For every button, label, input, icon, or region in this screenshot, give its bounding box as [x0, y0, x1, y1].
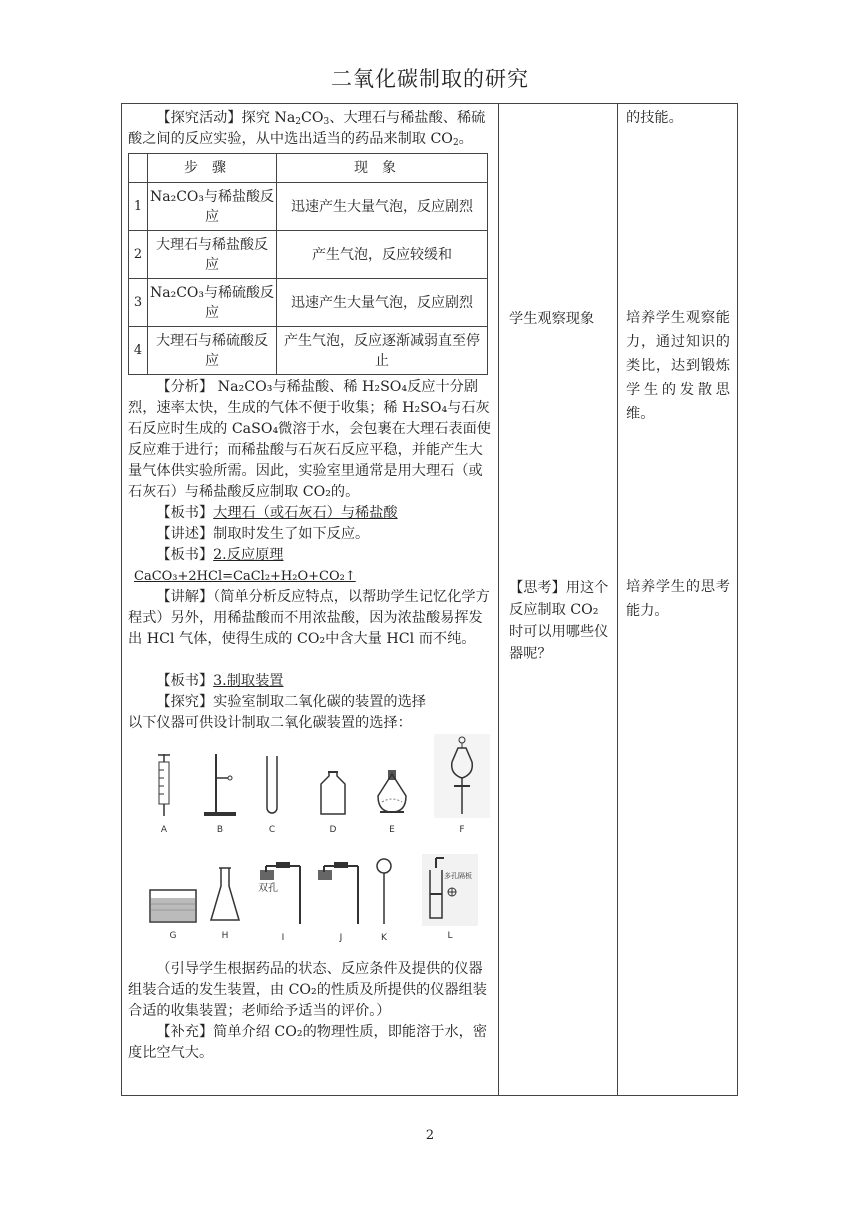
blank-line — [128, 650, 492, 671]
explore-activity: 【探究活动】探究 $Na_2CO_3$、大理石与稀盐酸、稀硫酸之间的反应实验，从中选出适当的药品来制取 $CO_2$。 — [128, 110, 486, 148]
porous-plate-tube-apparatus: 多孔隔板 L — [422, 854, 478, 947]
board-note-1: 【板书】大理石（或石灰石）与稀盐酸 — [156, 505, 398, 521]
supplement-paragraph: 【补充】简单介绍 CO₂的物理性质，即能溶于水，密度比空气大。 — [128, 1024, 488, 1061]
table-corner — [129, 154, 148, 183]
stopper-tube-icon — [314, 856, 368, 926]
observe-note: 学生观察现象 — [509, 311, 595, 327]
porous-plate-tube-icon — [422, 854, 478, 926]
single-hole-stopper-apparatus: J — [314, 856, 368, 949]
phenomenon-cell: 产生气泡，反应逐渐减弱直至停止 — [277, 327, 488, 375]
step-cell: 大理石与稀盐酸反应 — [148, 231, 277, 279]
header-steps: 步骤 — [148, 154, 277, 183]
gas-bottle-apparatus: D — [318, 752, 348, 841]
water-trough-apparatus: G — [148, 884, 198, 947]
row-number: 4 — [129, 327, 148, 375]
analysis-paragraph: 【分析】 Na₂CO₃与稀盐酸、稀 H₂SO₄反应十分剧烈，速率太快，生成的气体不便于收集；稀 H₂SO₄与石灰石反应时生成的 CaSO₄微溶于水，会包裹在大理石表面使反应难于进行；而稀盐酸与石灰石反应平稳，并能产生大量气体供实验所需。因此，实验室里通常是用大理石（或石灰石）与稀盐酸反应制取 CO₂的。 — [128, 379, 491, 500]
syringe-icon — [152, 752, 176, 818]
reaction-equation: CaCO₃+2HCl=CaCl₂+H₂O+CO₂↑ — [134, 569, 356, 584]
water-trough-icon — [148, 884, 198, 924]
guide-paragraph: （引导学生根据药品的状态、反应条件及提供的仪器组装合适的发生装置，由 CO₂的性质及所提供的仪器组装合适的收集装置；老师给予适当的评价。） — [128, 961, 487, 1019]
purpose-note-1: 培养学生观察能力，通过知识的类比，达到锻炼学生的发散思维。 — [626, 310, 730, 422]
row-number: 3 — [129, 279, 148, 327]
separatory-funnel-apparatus: F — [434, 734, 490, 841]
page-number: 2 — [425, 1128, 435, 1143]
student-activity-column — [499, 104, 617, 1095]
board-note-2: 【板书】2.反应原理 — [156, 547, 284, 563]
apparatus-row-1 — [128, 734, 492, 854]
alcohol-lamp-icon — [372, 752, 412, 818]
phenomenon-cell: 迅速产生大量气泡，反应剧烈 — [277, 279, 488, 327]
row-number: 1 — [129, 183, 148, 231]
page-title: 二氧化碳制取的研究 — [331, 67, 529, 91]
think-note: 【思考】用这个反应制取 CO₂时可以用哪些仪器呢？ — [509, 580, 609, 662]
iron-stand-apparatus: B — [200, 752, 240, 841]
syringe-apparatus: A — [152, 752, 176, 841]
board-note-3: 【板书】3.制取装置 — [156, 673, 284, 689]
explain-paragraph: 【讲解】（简单分析反应特点，以帮助学生记忆化学方程式）另外，用稀盐酸而不用浓盐酸，因为浓盐酸易挥发出 HCl 气体，使得生成的 CO₂中含大量 HCl 而不纯。 — [128, 589, 490, 647]
step-cell: Na₂CO₃与稀盐酸反应 — [148, 183, 277, 231]
row-number: 2 — [129, 231, 148, 279]
alcohol-lamp-apparatus: E — [372, 752, 412, 841]
separatory-funnel-icon — [434, 734, 490, 818]
header-phenomenon: 现象 — [277, 154, 488, 183]
design-intent-column — [618, 104, 737, 1095]
lesson-table — [121, 103, 738, 1096]
step-cell: Na₂CO₃与稀硫酸反应 — [148, 279, 277, 327]
double-hole-label: 双孔 — [258, 883, 278, 894]
porous-plate-label: 多孔隔板 — [444, 872, 472, 880]
skill-note: 的技能。 — [626, 110, 683, 126]
phenomenon-cell: 迅速产生大量气泡，反应剧烈 — [277, 183, 488, 231]
double-hole-stopper-apparatus: 双孔 I — [256, 856, 310, 949]
step-cell: 大理石与稀硫酸反应 — [148, 327, 277, 375]
phenomenon-cell: 产生气泡，反应较缓和 — [277, 231, 488, 279]
gas-bottle-icon — [318, 752, 348, 818]
explore-apparatus: 【探究】实验室制取二氧化碳的装置的选择 — [156, 694, 426, 710]
long-neck-funnel-icon — [374, 856, 394, 926]
teacher-activity-column — [122, 104, 498, 1095]
apparatus-intro: 以下仪器可供设计制取二氧化碳装置的选择： — [128, 715, 412, 731]
apparatus-row-2 — [128, 854, 492, 959]
lecture-note: 【讲述】制取时发生了如下反应。 — [156, 526, 370, 542]
test-tube-apparatus: C — [262, 752, 282, 841]
test-tube-icon — [262, 752, 282, 818]
conical-flask-apparatus: H — [208, 864, 242, 947]
long-neck-funnel-apparatus: K — [374, 856, 394, 949]
iron-stand-icon — [200, 752, 240, 818]
steps-table — [128, 153, 488, 375]
conical-flask-icon — [208, 864, 242, 924]
purpose-note-2: 培养学生的思考能力。 — [626, 579, 730, 619]
